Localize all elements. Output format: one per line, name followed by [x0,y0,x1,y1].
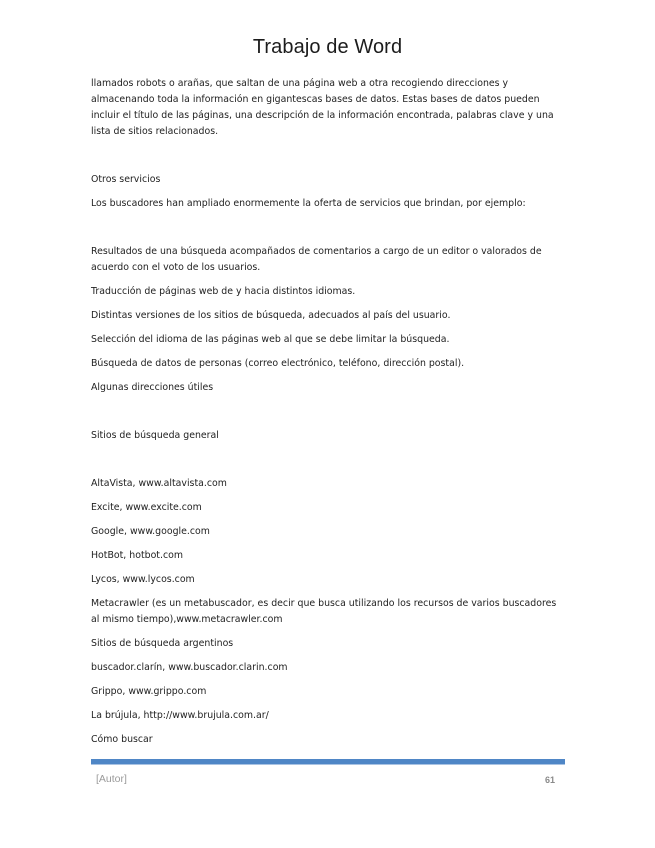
site-item: Lycos, www.lycos.com [91,574,195,585]
site-item: Excite, www.excite.com [91,502,202,513]
site-item: buscador.clarín, www.buscador.clarin.com [91,662,288,673]
service-item: Selección del idioma de las páginas web al que se debe limitar la búsqueda. [91,334,450,345]
paragraph-otros-servicios: Los buscadores han ampliado enormemente la oferta de servicios que brindan, por ejemplo: [91,198,526,209]
footer-author: [Autor] [96,773,127,785]
heading-direcciones-utiles: Algunas direcciones útiles [91,382,214,393]
heading-sitios-general: Sitios de búsqueda general [91,430,219,441]
service-item: Distintas versiones de los sitios de búsqueda, adecuados al país del usuario. [91,310,451,321]
heading-sitios-argentinos: Sitios de búsqueda argentinos [91,638,234,649]
site-item: AltaVista, www.altavista.com [91,478,227,489]
service-item: Resultados de una búsqueda acompañados de comentarios a cargo de un editor o valorados de acuerdo con el voto de los usuarios. [91,246,542,273]
site-item: Google, www.google.com [91,526,210,537]
service-item: Búsqueda de datos de personas (correo electrónico, teléfono, dirección postal). [91,358,465,369]
site-item: Metacrawler (es un metabuscador, es decir que busca utilizando los recursos de varios buscadores al mismo tiempo),www.metacrawler.com [91,598,557,625]
heading-como-buscar: Cómo buscar [91,734,153,745]
site-item: HotBot, hotbot.com [91,550,183,561]
page-header-title: Trabajo de Word [252,36,403,58]
site-item: Grippo, www.grippo.com [91,686,207,697]
site-item: La brújula, http://www.brujula.com.ar/ [91,710,269,721]
service-item: Traducción de páginas web de y hacia distintos idiomas. [91,286,356,297]
intro-paragraph: llamados robots o arañas, que saltan de una página web a otra recogiendo direcciones y almacenando toda la información en gigantescas bases de datos. Estas bases de datos pueden incluir el título de las páginas, una descripción de la información encontrada, palabras clave y una lista de sitios relacionados. [91,78,554,137]
footer-divider-bar [91,759,565,764]
footer-page-number: 61 [544,775,555,785]
heading-otros-servicios: Otros servicios [91,174,161,185]
